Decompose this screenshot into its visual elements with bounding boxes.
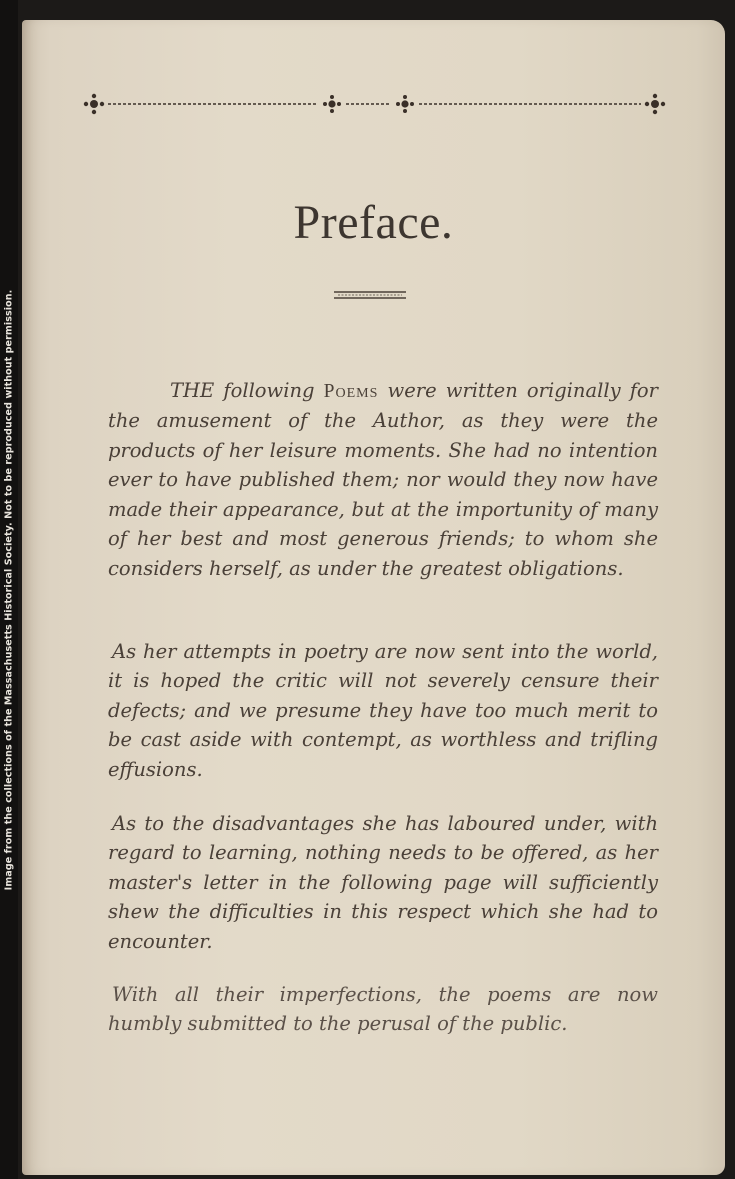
paragraph-4: With all their imperfections, the poems are now humbly submitted to the perusal of the public.: [108, 982, 658, 1035]
title-rule: [334, 290, 406, 300]
book-page: [22, 20, 725, 1175]
first-word: THE: [170, 378, 215, 402]
fleuron-center-right-icon: [396, 95, 414, 113]
paragraph-3: As to the disadvantages she has laboured under, with regard to learning, nothing needs to be offered, as her master's letter in the following page will sufficiently shew the difficulties in this respect which she had to encounter.: [108, 811, 658, 953]
fleuron-right-icon: [645, 94, 665, 114]
paragraph-2: As her attempts in poetry are now sent into the world, it is hoped the critic will not severely censure their defects; and we presume they have too much merit to be cast aside with contempt, as worthless and trifling effusions.: [108, 639, 658, 781]
paragraph-1: [108, 376, 658, 584]
paragraph-1-text: were written originally for the amusement of the Author, as they were the products of her leisure moments. She had no intention ever to have published them; nor would they now have made their appearance, but at the importunity of many of her best and most generous friends; to whom she considers herself, as under the greatest obligations.: [108, 378, 658, 580]
fleuron-center-left-icon: [323, 95, 341, 113]
page-title: Preface.: [293, 196, 454, 249]
credit-strip: [0, 0, 18, 1179]
credit-text: Image from the collections of the Massachusetts Historical Society. Not to be reproduced without permission.: [3, 289, 15, 891]
emphasis-poems: Poems: [323, 380, 379, 402]
headpiece-ornament: [82, 93, 667, 115]
fleuron-left-icon: [84, 94, 104, 114]
lead-text: following: [214, 378, 324, 402]
